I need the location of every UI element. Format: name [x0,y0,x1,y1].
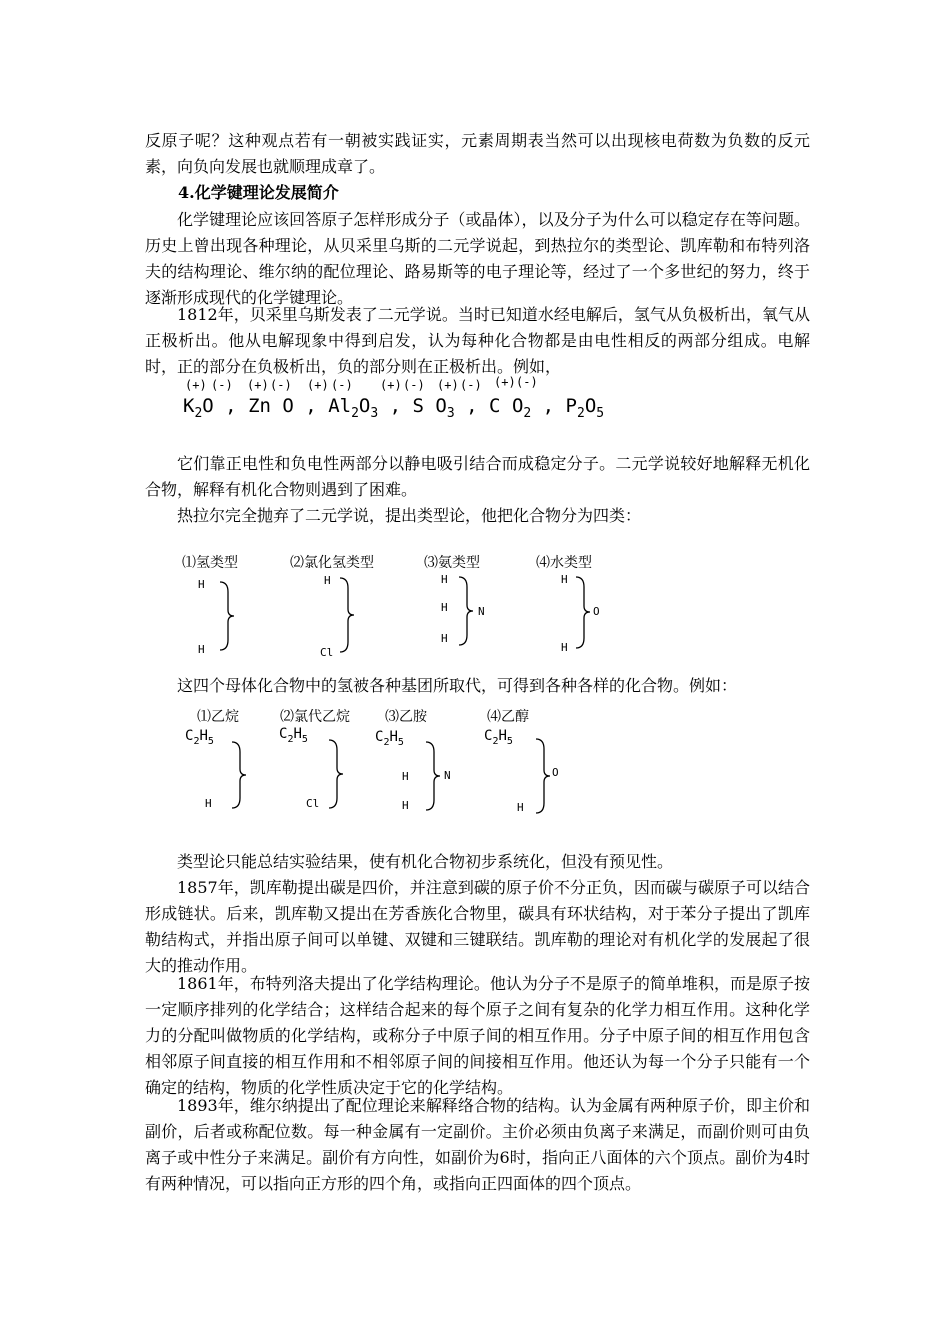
charge-positive: (+) [185,378,207,392]
group-ethyl: $C_2H_5$ [279,726,308,745]
brace-icon [338,576,356,654]
formula-al2o3: $Al_2O_3$ [328,395,379,421]
example-label: ⑶乙胺 [385,709,427,725]
atom-h: H [441,632,448,645]
atom-h: H [198,643,205,656]
atom-h: H [561,573,568,586]
paragraph-type-limit: 类型论只能总结实验结果，使有机化合物初步系统化，但没有预见性。 [177,852,674,871]
charge-positive: (+) [247,378,269,392]
charge-positive: (+) [307,378,329,392]
atom-h: H [517,801,524,814]
paragraph-werner: 1893年，维尔纳提出了配位理论来解释络合物的结构。认为金属有两种原子价，即主价和副价，后者或称配位数。每一种金属有一定副价。主价必须由负离子来满足，而副价则可由负离子或中性分子来满足。副价有方向性，如副价为6时，指向正八面体的六个顶点。副价为4时有两种情况，可以指向正方形的四个角，或指向正四面体的四个顶点。 [145,1096,810,1193]
formula-row: $K_2O$ , Zn O , $Al_2O_3$ , S $O_3$ , C $O_2$ , $P_2O_5$ [183,395,605,421]
type-label: ⑴氢类型 [182,555,238,571]
atom-cl: Cl [320,646,334,659]
atom-h: H [198,578,205,591]
paragraph-substitution: 这四个母体化合物中的氢被各种基团所取代，可得到各种各样的化合物。例如： [177,676,738,695]
atom-h: H [441,601,448,614]
type-label: ⑷水类型 [536,555,592,571]
formula-k2o: $K_2O$ [183,395,214,421]
atom-h: H [205,797,212,810]
formula-so3: S $O_3$ [412,395,455,421]
charge-positive: (+) [380,378,402,392]
atom-o: O [593,605,600,618]
atom-o: O [552,766,559,779]
group-ethyl: $C_2H_5$ [484,728,513,747]
charge-negative: (-) [270,378,292,392]
charge-positive: (+) [437,378,459,392]
charge-negative: (-) [516,375,538,389]
brace-icon [457,575,475,647]
charge-negative: (-) [460,378,482,392]
section-heading: 4.化学键理论发展简介 [178,183,339,202]
brace-icon [574,575,592,650]
paragraph-butlerov: 1861年，布特列洛夫提出了化学结构理论。他认为分子不是原子的简单堆积，而是原子按一定顺序排列的化学结合；这样结合起来的每个原子之间有复杂的化学力相互作用。这种化学力的分配叫做物质的化学结构，或称分子中原子间的相互作用。分子中原子间的相互作用包含相邻原子间直接的相互作用和不相邻原子间的间接相互作用。他还认为每一个分子只能有一个确定的结构，物质的化学性质决定于它的化学结构。 [145,974,810,1097]
group-ethyl: $C_2H_5$ [185,728,214,747]
atom-h: H [402,770,409,783]
type-label: ⑶氨类型 [424,555,480,571]
example-label: ⑵氯代乙烷 [280,709,350,725]
atom-h: H [402,799,409,812]
brace-icon [534,737,552,815]
formula-zno: Zn O [248,395,294,417]
brace-icon [218,580,236,652]
charge-negative: (-) [403,378,425,392]
atom-n: N [478,605,485,618]
paragraph-kekule: 1857年，凯库勒提出碳是四价，并注意到碳的原子价不分正负，因而碳与碳原子可以结合形成链状。后来，凯库勒又提出在芳香族化合物里，碳具有环状结构，对于苯分子提出了凯库勒结构式，并指出原子间可以单键、双键和三键联结。凯库勒的理论对有机化学的发展起了很大的推动作用。 [145,878,810,975]
charge-negative: (-) [331,378,353,392]
formula-co2: C $O_2$ [489,395,532,421]
atom-n: N [444,769,451,782]
paragraph-intro: 反原子呢？这种观点若有一朝被实践证实，元素周期表当然可以出现核电荷数为负数的反元素，向负向发展也就顺理成章了。 [145,131,810,176]
paragraph-dualism-result: 它们靠正电性和负电性两部分以静电吸引结合而成稳定分子。二元学说较好地解释无机化合物，解释有机化合物则遇到了困难。 [145,454,810,499]
formula-p2o5: $P_2O_5$ [565,395,605,421]
atom-h: H [324,574,331,587]
example-label: ⑴乙烷 [197,709,239,725]
brace-icon [424,740,442,812]
atom-h: H [441,573,448,586]
group-ethyl: $C_2H_5$ [375,729,404,748]
charge-negative: (-) [211,378,233,392]
type-label: ⑵氯化氢类型 [290,555,374,571]
atom-cl: Cl [306,797,320,810]
example-label: ⑷乙醇 [487,709,529,725]
brace-icon [230,740,248,810]
paragraph-type-theory: 热拉尔完全抛弃了二元学说，提出类型论，他把化合物分为四类： [177,506,642,525]
atom-h: H [561,641,568,654]
paragraph-dualism: 1812年，贝采里乌斯发表了二元学说。当时已知道水经电解后，氢气从负极析出，氧气从正极析出。他从电解现象中得到启发，认为每种化合物都是由电性相反的两部分组成。电解时，正的部分在负极析出，负的部分则在正极析出。例如， [145,305,810,376]
brace-icon [327,738,345,810]
paragraph-bond-theory: 化学键理论应该回答原子怎样形成分子（或晶体），以及分子为什么可以稳定存在等问题。历史上曾出现各种理论，从贝采里乌斯的二元学说起，到热拉尔的类型论、凯库勒和布特列洛夫的结构理论、维尔纳的配位理论、路易斯等的电子理论等，经过了一个多世纪的努力，终于逐渐形成现代的化学键理论。 [145,210,810,307]
charge-positive: (+) [494,375,516,389]
